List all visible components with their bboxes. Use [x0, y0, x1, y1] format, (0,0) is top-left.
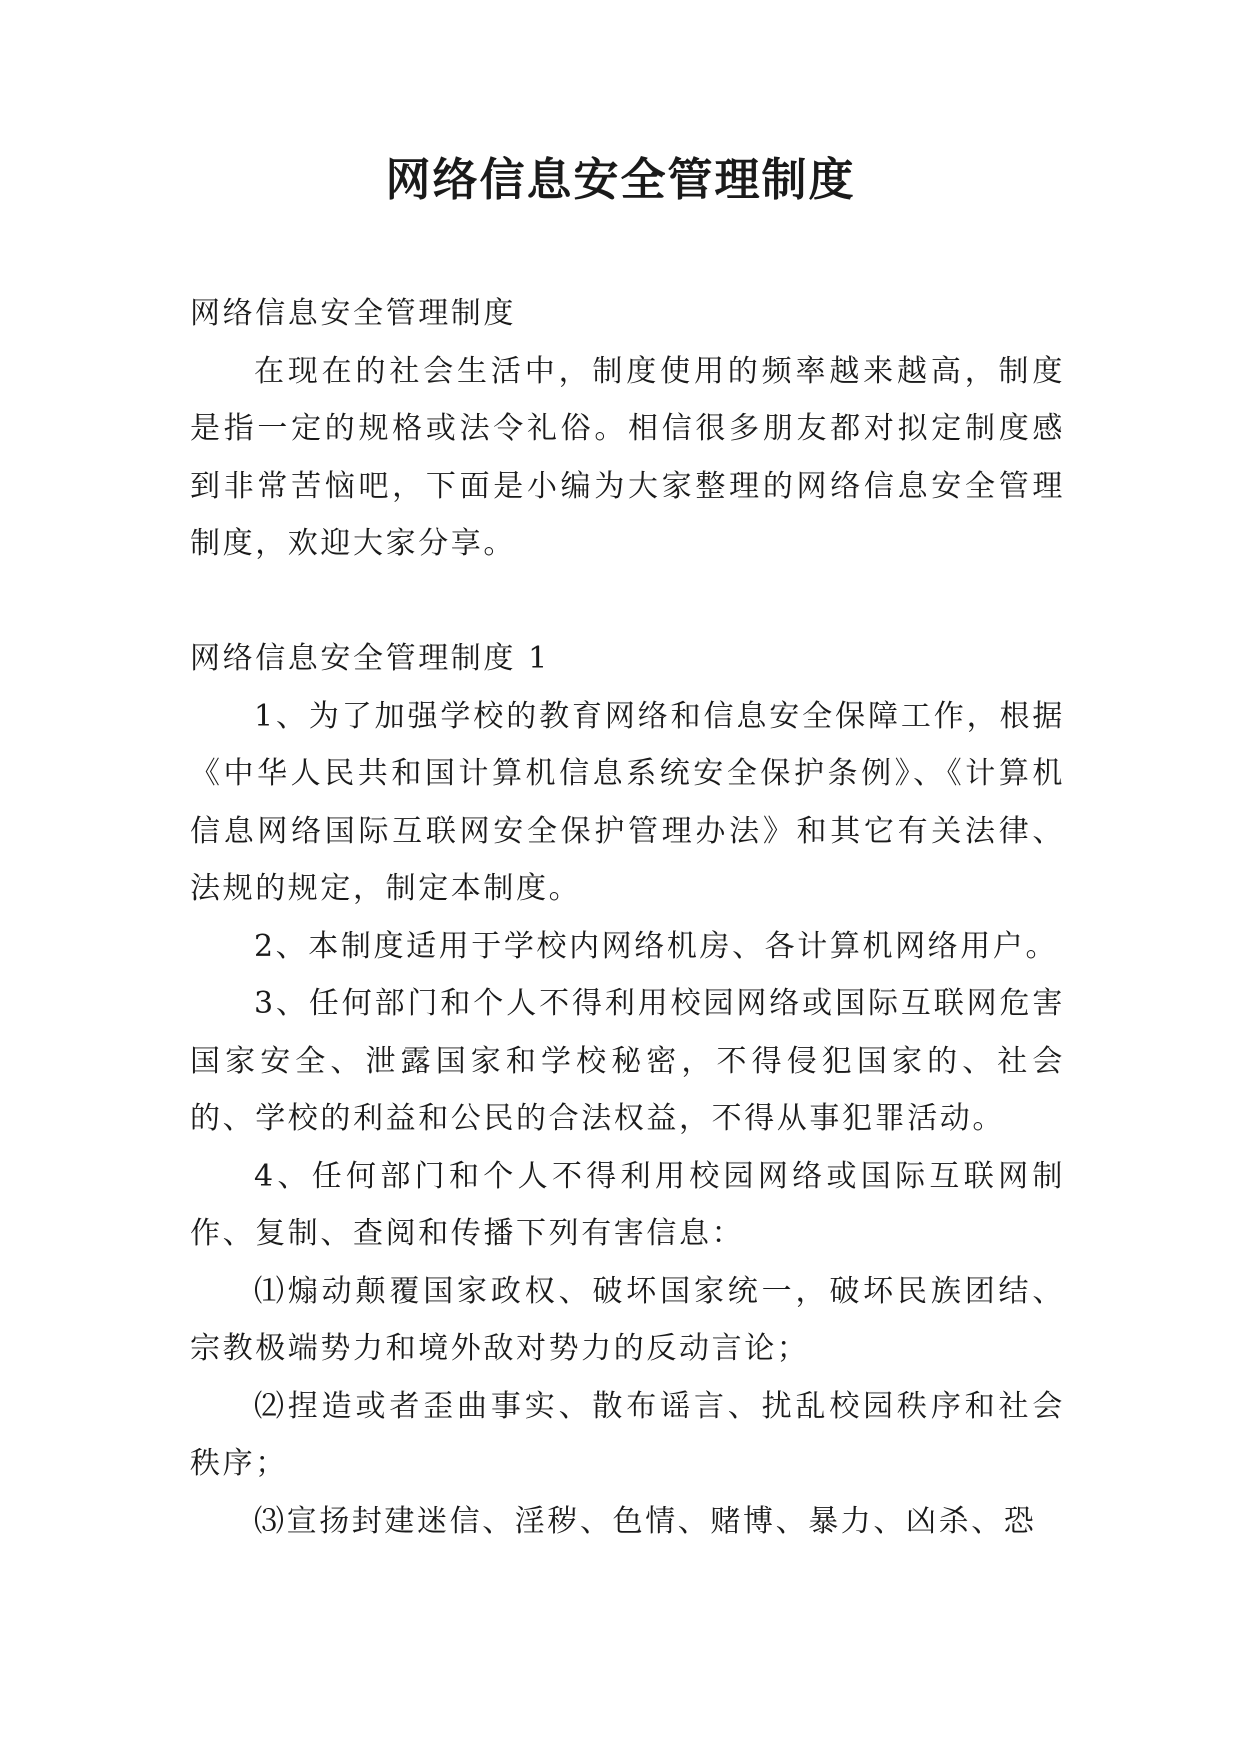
paragraph-4: 4、任何部门和个人不得利用校园网络或国际互联网制作、复制、查阅和传播下列有害信息：: [190, 1158, 1065, 1251]
paragraph-3: 3、任何部门和个人不得利用校园网络或国际互联网危害国家安全、泄露国家和学校秘密，不得侵犯国家的、社会的、学校的利益和公民的合法权益，不得从事犯罪活动。: [190, 986, 1065, 1136]
document-title: 网络信息安全管理制度: [385, 153, 856, 206]
subtitle-line: 网络信息安全管理制度: [190, 296, 516, 331]
paragraph-2: 2、本制度适用于学校内网络机房、各计算机网络用户。: [254, 928, 1059, 964]
list-item-3: ⑶宣扬封建迷信、淫秽、色情、赌博、暴力、凶杀、恐: [254, 1503, 1037, 1539]
list-item-1: ⑴煽动颠覆国家政权、破坏国家统一，破坏民族团结、宗教极端势力和境外敌对势力的反动言论；: [190, 1273, 1065, 1366]
paragraph-1: 1、为了加强学校的教育网络和信息安全保障工作，根据《中华人民共和国计算机信息系统安全保护条例》、《计算机信息网络国际互联网安全保护管理办法》和其它有关法律、法规的规定，制定本制度。: [190, 698, 1065, 906]
paragraph-gap: [190, 573, 1065, 631]
section-heading: 网络信息安全管理制度 1: [190, 641, 550, 676]
intro-paragraph: 在现在的社会生活中，制度使用的频率越来越高，制度是指一定的规格或法令礼俗。相信很多朋友都对拟定制度感到非常苦恼吧，下面是小编为大家整理的网络信息安全管理制度，欢迎大家分享。: [190, 353, 1065, 561]
list-item-2: ⑵捏造或者歪曲事实、散布谣言、扰乱校园秩序和社会秩序；: [190, 1388, 1065, 1481]
document-body: [190, 285, 1065, 1550]
